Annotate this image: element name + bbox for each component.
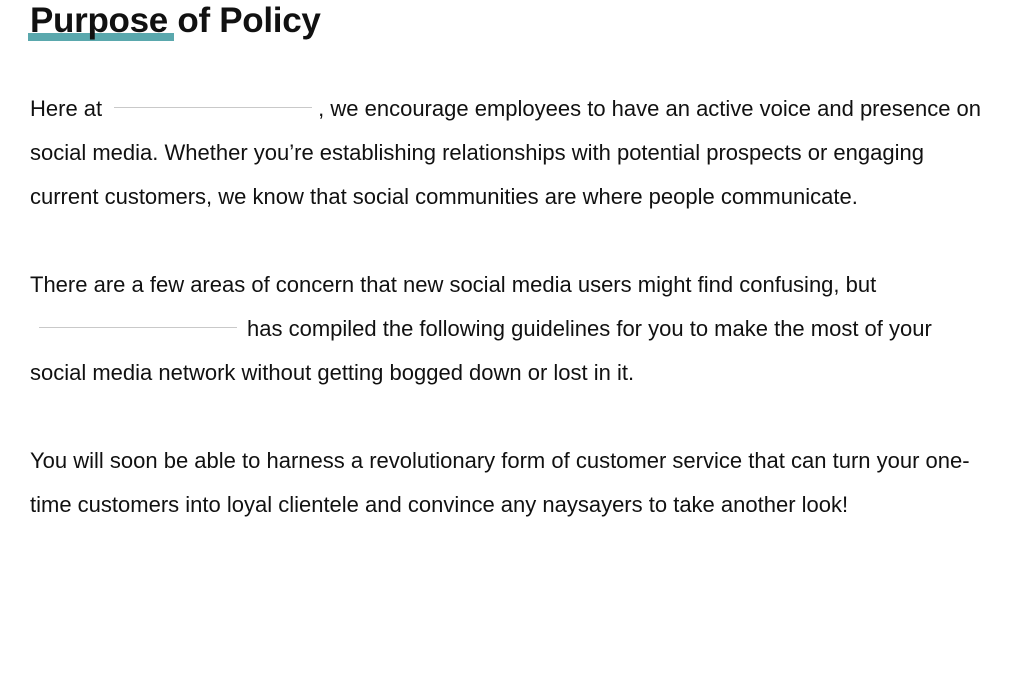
paragraph-text: , we encourage employees to have an active voice and presence on social media. Whether you’re establishing relationships with potential prospects or engaging current customers, we know that social communities are where people communicate. <box>30 96 982 209</box>
paragraph-text: Here at <box>30 96 103 121</box>
paragraph-purpose <box>30 87 990 219</box>
title-rest: of Policy <box>177 1 321 40</box>
paragraph-concerns <box>30 263 990 395</box>
company-name-blank[interactable] <box>39 326 237 328</box>
paragraph-outcome <box>30 439 990 527</box>
paragraph-text: has compiled the following guidelines for you to make the most of your social media network without getting bogged down or lost in it. <box>30 316 932 385</box>
paragraph-text: You will soon be able to harness a revolutionary form of customer service that can turn your one-time customers into loyal clientele and convince any naysayers to take another look! <box>30 448 970 517</box>
paragraph-text: There are a few areas of concern that new social media users might find confusing, but <box>30 272 877 297</box>
document-page <box>30 0 990 527</box>
title-highlighted-word: Purpose <box>30 1 168 41</box>
company-name-blank[interactable] <box>114 106 312 108</box>
page-title <box>30 0 990 41</box>
